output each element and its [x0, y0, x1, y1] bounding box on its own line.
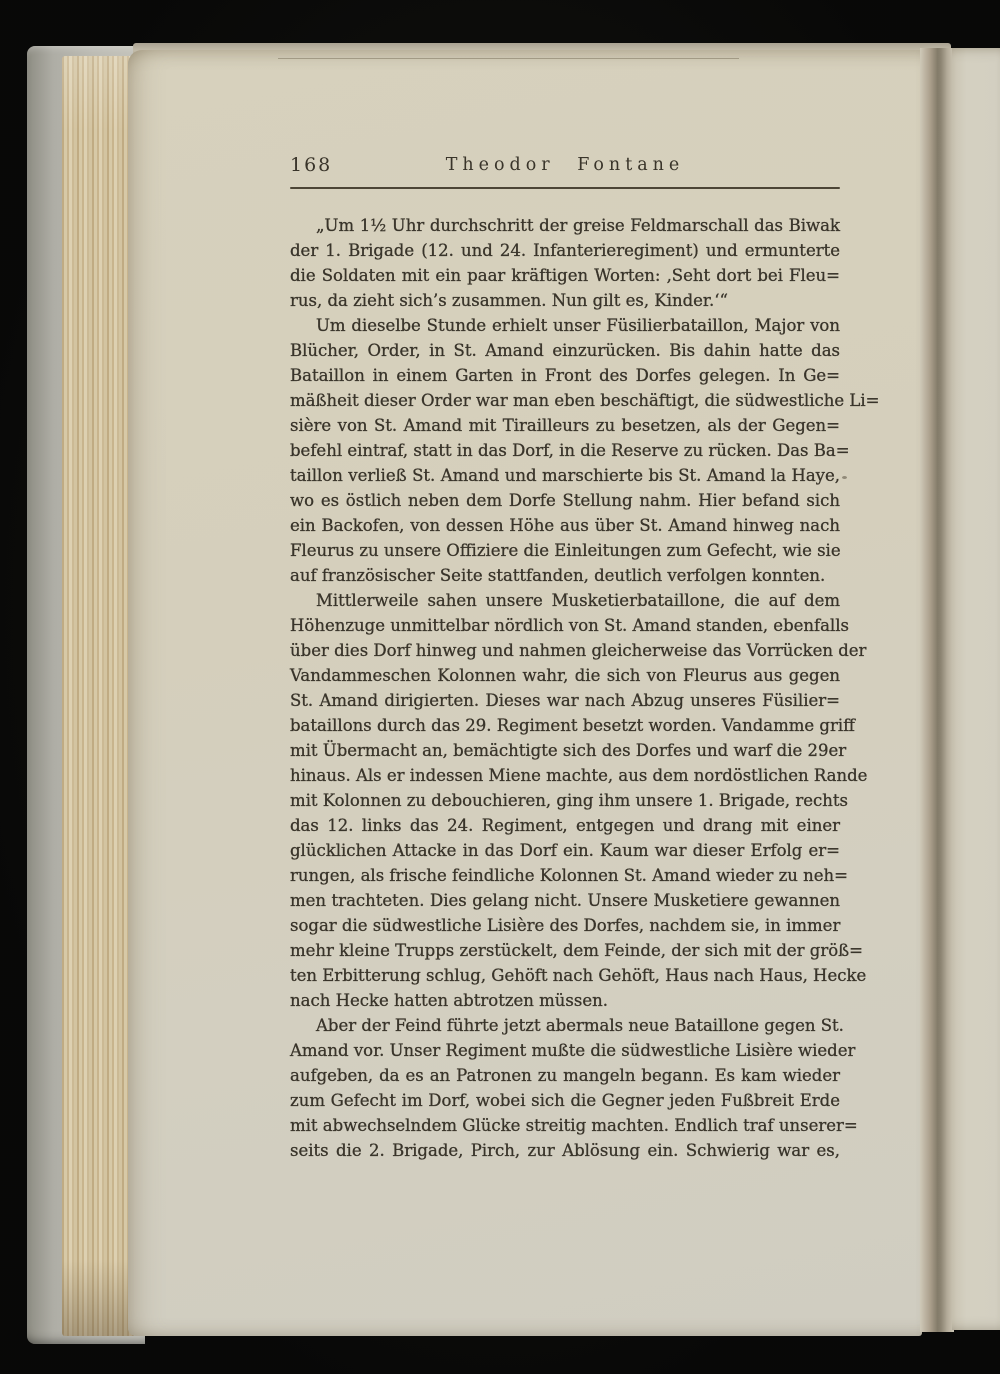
running-header — [290, 154, 840, 180]
text-line: ein Backofen, von dessen Höhe aus über St. Amand hinweg nach — [290, 516, 840, 535]
text-line: zum Gefecht im Dorf, wobei sich die Gegner jeden Fußbreit Erde — [290, 1091, 840, 1110]
text-line: bataillons durch das 29. Regiment besetzt worden. Vandamme griff — [290, 716, 855, 735]
book-page — [128, 50, 922, 1336]
text-line: rus, da zieht sich’s zusammen. Nun gilt es, Kinder.‘“ — [290, 291, 728, 310]
text-line: die Soldaten mit ein paar kräftigen Worten: ‚Seht dort bei Fleu= — [290, 266, 840, 285]
text-line: aufgeben, da es an Patronen zu mangeln begann. Es kam wieder — [290, 1066, 840, 1085]
text-line: nach Hecke hatten abtrotzen müssen. — [290, 991, 608, 1010]
text-line: auf französischer Seite stattfanden, deutlich verfolgen konnten. — [290, 566, 826, 585]
text-line: Um dieselbe Stunde erhielt unser Füsilierbataillon, Major von — [316, 316, 840, 335]
text-line: sogar die südwestliche Lisière des Dorfes, nachdem sie, in immer — [290, 916, 841, 935]
text-line: taillon verließ St. Amand und marschierte bis St. Amand la Haye, — [290, 466, 840, 485]
text-line: der 1. Brigade (12. und 24. Infanterieregiment) und ermunterte — [290, 241, 840, 260]
text-line: glücklichen Attacke in das Dorf ein. Kaum war dieser Erfolg er= — [290, 841, 840, 860]
text-line: St. Amand dirigierten. Dieses war nach Abzug unseres Füsilier= — [290, 691, 840, 710]
text-line: seits die 2. Brigade, Pirch, zur Ablösung ein. Schwierig war es, — [290, 1141, 840, 1160]
text-line: Bataillon in einem Garten in Front des Dorfes gelegen. In Ge= — [290, 366, 840, 385]
text-line: sière von St. Amand mit Tirailleurs zu besetzen, als der Gegen= — [290, 416, 840, 435]
text-line: „Um 1½ Uhr durchschritt der greise Feldmarschall das Biwak — [316, 216, 840, 235]
text-line: Aber der Feind führte jetzt abermals neue Bataillone gegen St. — [316, 1016, 844, 1035]
text-line: Blücher, Order, in St. Amand einzurücken. Bis dahin hatte das — [290, 341, 840, 360]
text-line: Vandammeschen Kolonnen wahr, die sich von Fleurus aus gegen — [290, 666, 840, 685]
page-edges-stack — [62, 56, 134, 1336]
text-line: Amand vor. Unser Regiment mußte die südwestliche Lisière wieder — [290, 1041, 856, 1060]
text-line: mit Kolonnen zu debouchieren, ging ihm unsere 1. Brigade, rechts — [290, 791, 848, 810]
facing-page-edge — [952, 48, 1000, 1330]
body-text — [290, 213, 880, 1163]
text-line: mit Übermacht an, bemächtigte sich des Dorfes und warf die 29er — [290, 741, 847, 760]
text-line: befehl eintraf, statt in das Dorf, in die Reserve zu rücken. Das Ba= — [290, 441, 850, 460]
text-line: das 12. links das 24. Regiment, entgegen und drang mit einer — [290, 816, 840, 835]
text-line: men trachteten. Dies gelang nicht. Unsere Musketiere gewannen — [290, 891, 840, 910]
text-line: mehr kleine Trupps zerstückelt, dem Feinde, der sich mit der größ= — [290, 941, 864, 960]
text-line: ten Erbitterung schlug, Gehöft nach Gehöft, Haus nach Haus, Hecke — [290, 966, 867, 985]
text-line: wo es östlich neben dem Dorfe Stellung nahm. Hier befand sich — [290, 491, 840, 510]
gutter-shadow — [920, 48, 954, 1332]
running-header-title: Theodor Fontane — [445, 155, 685, 175]
text-line: Mittlerweile sahen unsere Musketierbataillone, die auf dem — [316, 591, 840, 610]
text-line: Fleurus zu unsere Offiziere die Einleitungen zum Gefecht, wie sie — [290, 541, 841, 560]
text-line: rungen, als frische feindliche Kolonnen St. Amand wieder zu neh= — [290, 866, 849, 885]
text-line: Höhenzuge unmittelbar nördlich von St. Amand standen, ebenfalls — [290, 616, 849, 635]
page-number: 168 — [290, 154, 333, 176]
text-line: mit abwechselndem Glücke streitig machten. Endlich traf unserer= — [290, 1116, 858, 1135]
text-line: über dies Dorf hinweg und nahmen gleicherweise das Vorrücken der — [290, 641, 867, 660]
header-rule — [290, 187, 840, 189]
page-content — [290, 154, 880, 1163]
text-line: mäßheit dieser Order war man eben beschäftigt, die südwestliche Li= — [290, 391, 880, 410]
text-line: hinaus. Als er indessen Miene machte, aus dem nordöstlichen Rande — [290, 766, 868, 785]
